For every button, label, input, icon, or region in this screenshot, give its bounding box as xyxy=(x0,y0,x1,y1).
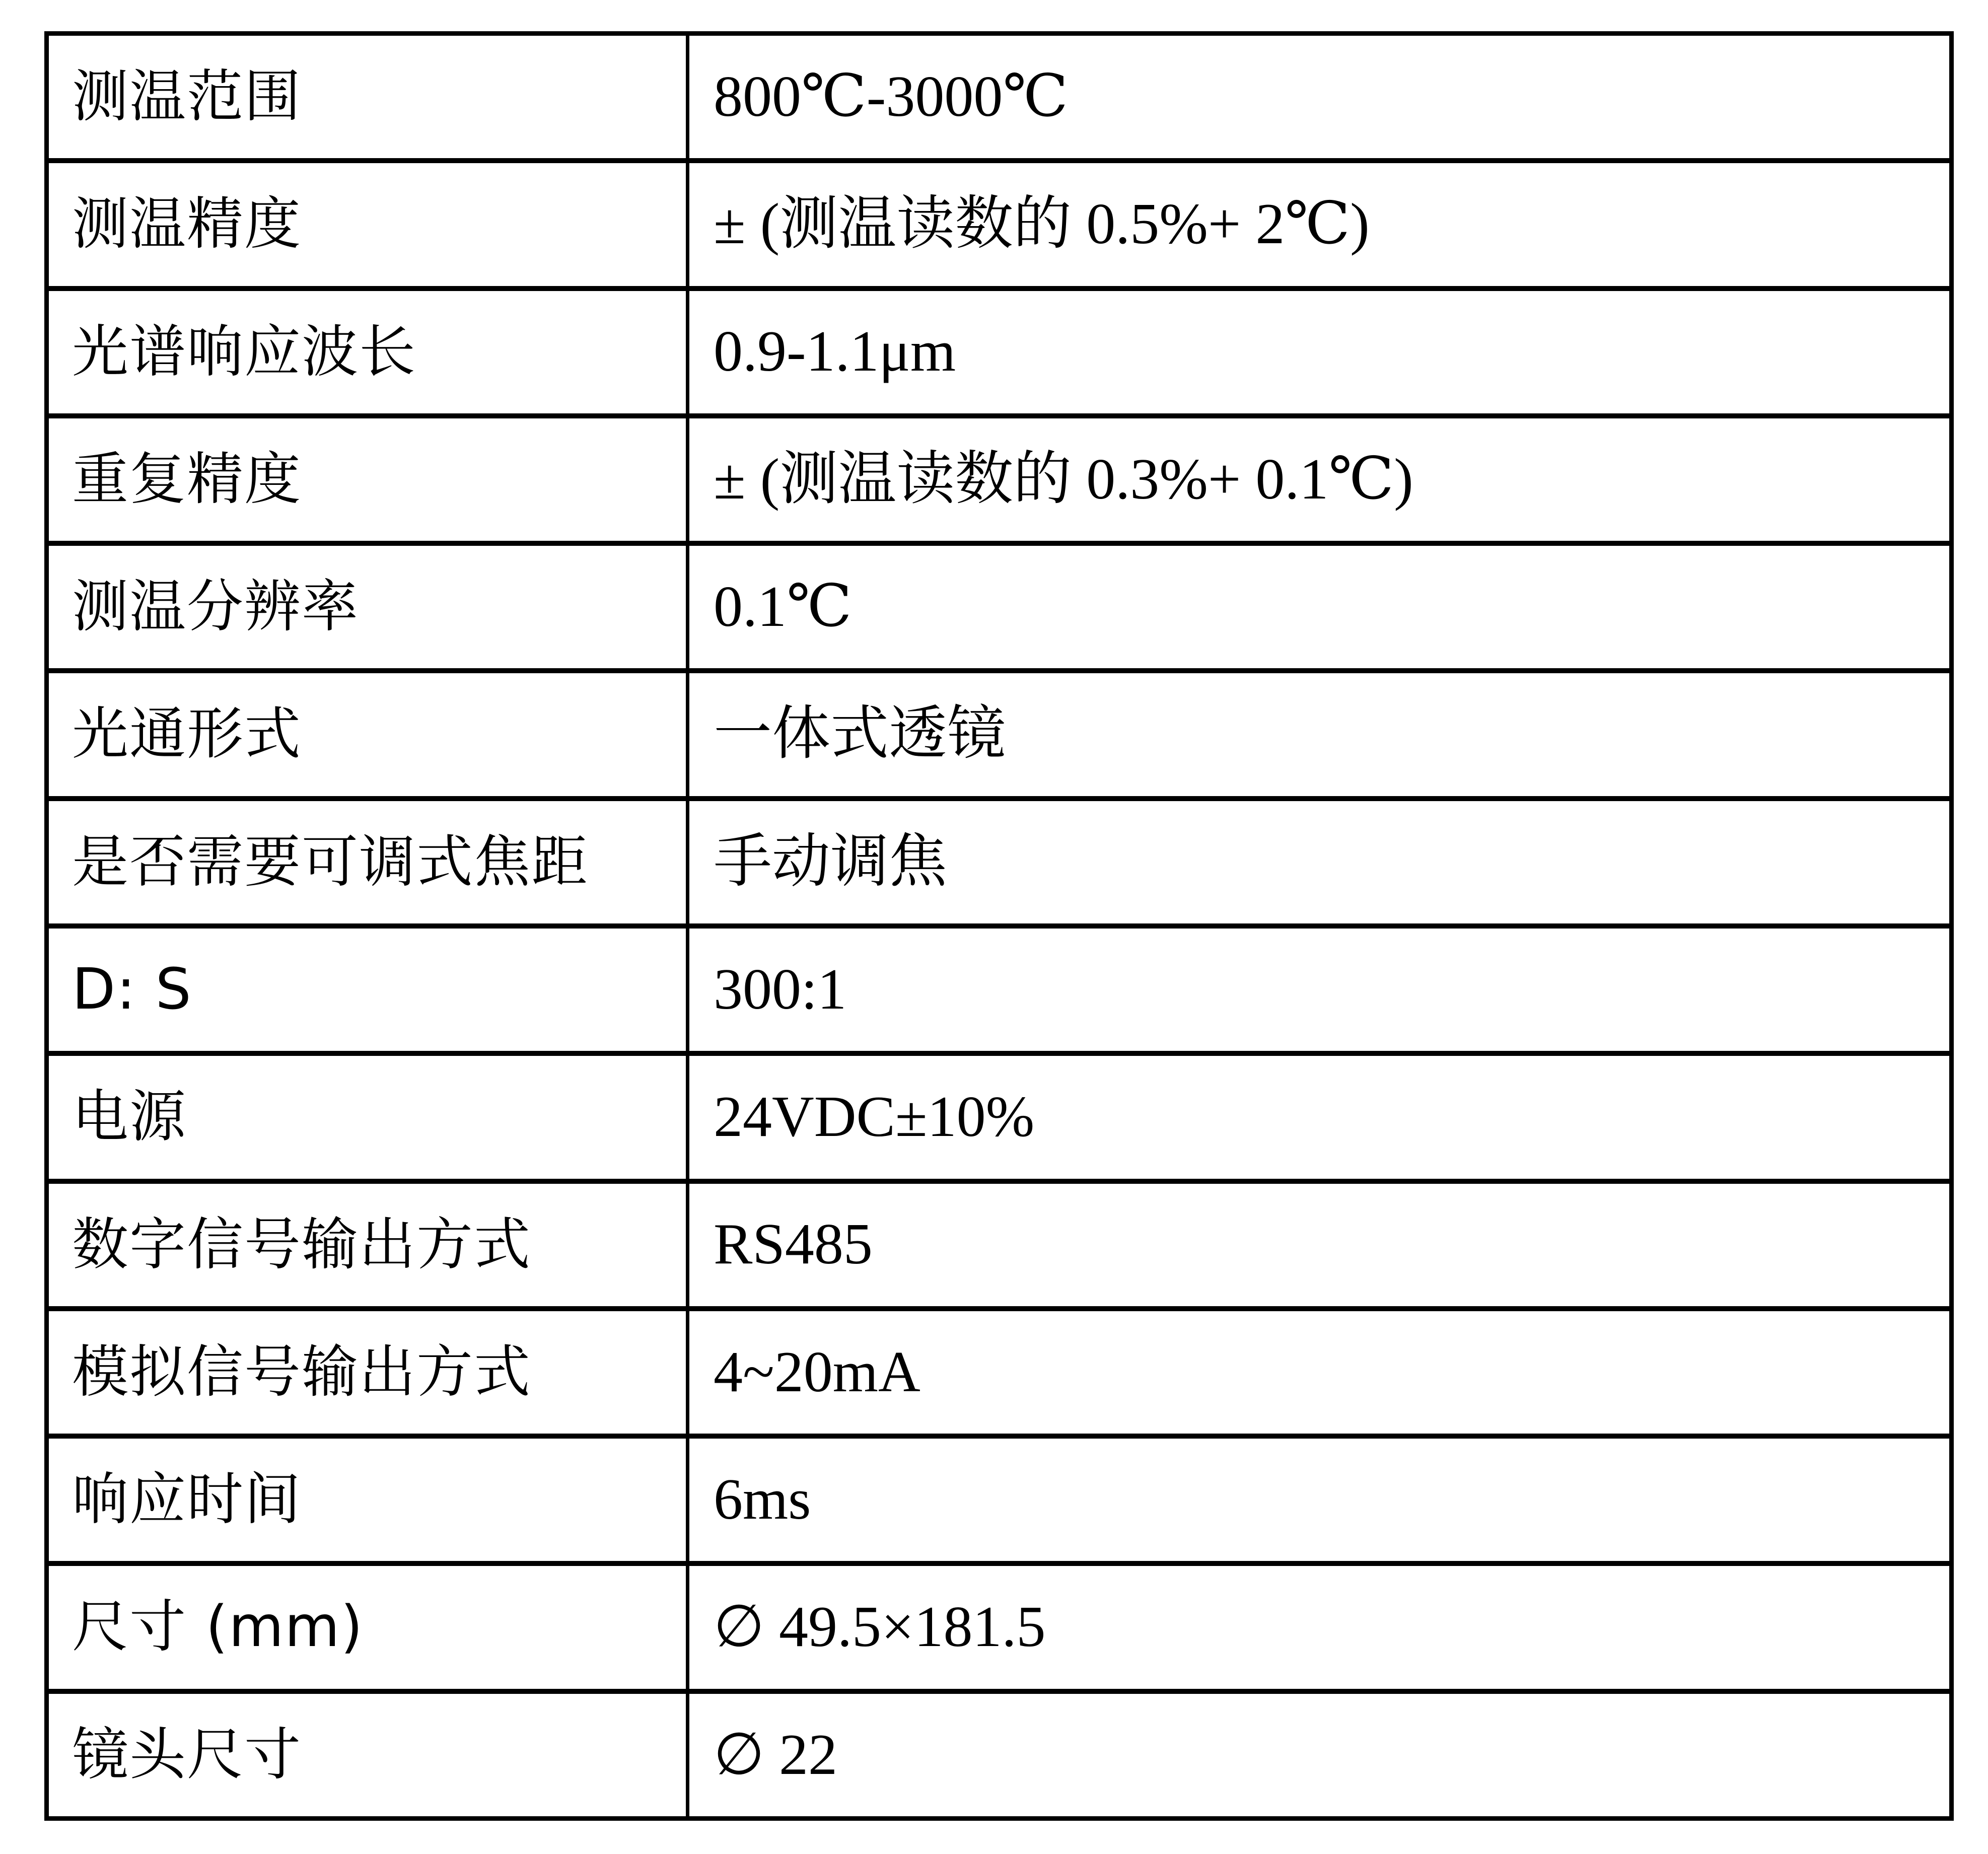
table-row xyxy=(49,541,1949,668)
table-row xyxy=(49,668,1949,796)
spec-label-cell: 数字信号输出方式 xyxy=(49,1184,689,1306)
spec-value-cell: 4~20mA xyxy=(714,1339,920,1404)
spec-label-cell: 测温精度 xyxy=(49,163,689,286)
spec-value-cell: 800℃-3000℃ xyxy=(714,64,1069,129)
spec-value-cell: ± (测温读数的 0.5%+ 2℃) xyxy=(714,192,1370,257)
spec-label-cell: 模拟信号输出方式 xyxy=(49,1311,689,1434)
spec-label-cell: 光谱响应波长 xyxy=(49,291,689,413)
spec-value-cell: ± (测温读数的 0.3%+ 0.1℃) xyxy=(714,447,1413,512)
spec-label-cell: 是否需要可调式焦距 xyxy=(49,801,689,923)
spec-label-cell: 测温分辨率 xyxy=(49,546,689,668)
spec-label-cell: 镜头尺寸 xyxy=(49,1694,689,1816)
spec-value-cell: 300:1 xyxy=(714,957,847,1022)
spec-value-cell: 手动调焦 xyxy=(714,829,947,894)
spec-value-cell: RS485 xyxy=(714,1212,873,1277)
spec-value-cell: 6ms xyxy=(714,1467,811,1532)
table-row xyxy=(49,286,1949,413)
spec-label-cell: 重复精度 xyxy=(49,418,689,541)
spec-label-cell: 测温范围 xyxy=(49,36,689,158)
table-row xyxy=(49,413,1949,541)
spec-label-cell: 电源 xyxy=(49,1056,689,1178)
spec-value-cell: ∅ 49.5×181.5 xyxy=(714,1595,1046,1660)
spec-label-cell: 响应时间 xyxy=(49,1439,689,1561)
spec-value-cell: 0.9-1.1μm xyxy=(714,319,956,384)
table-row xyxy=(49,1561,1949,1688)
spec-table xyxy=(44,31,1954,1821)
table-row xyxy=(49,36,1949,158)
table-row xyxy=(49,1689,1949,1816)
spec-value-cell: 24VDC±10% xyxy=(714,1085,1035,1150)
spec-label-cell: D: S xyxy=(49,929,689,1051)
table-row xyxy=(49,1179,1949,1306)
spec-value-cell: 0.1℃ xyxy=(714,574,852,639)
table-row xyxy=(49,1306,1949,1434)
table-row xyxy=(49,158,1949,286)
table-row xyxy=(49,1434,1949,1561)
table-row xyxy=(49,923,1949,1051)
spec-label-cell: 光通形式 xyxy=(49,673,689,796)
spec-label-cell: 尺寸 (mm) xyxy=(49,1566,689,1688)
spec-value-cell: 一体式透镜 xyxy=(714,702,1006,767)
spec-value-cell: ∅ 22 xyxy=(714,1722,838,1787)
table-row xyxy=(49,1051,1949,1178)
table-row xyxy=(49,796,1949,923)
